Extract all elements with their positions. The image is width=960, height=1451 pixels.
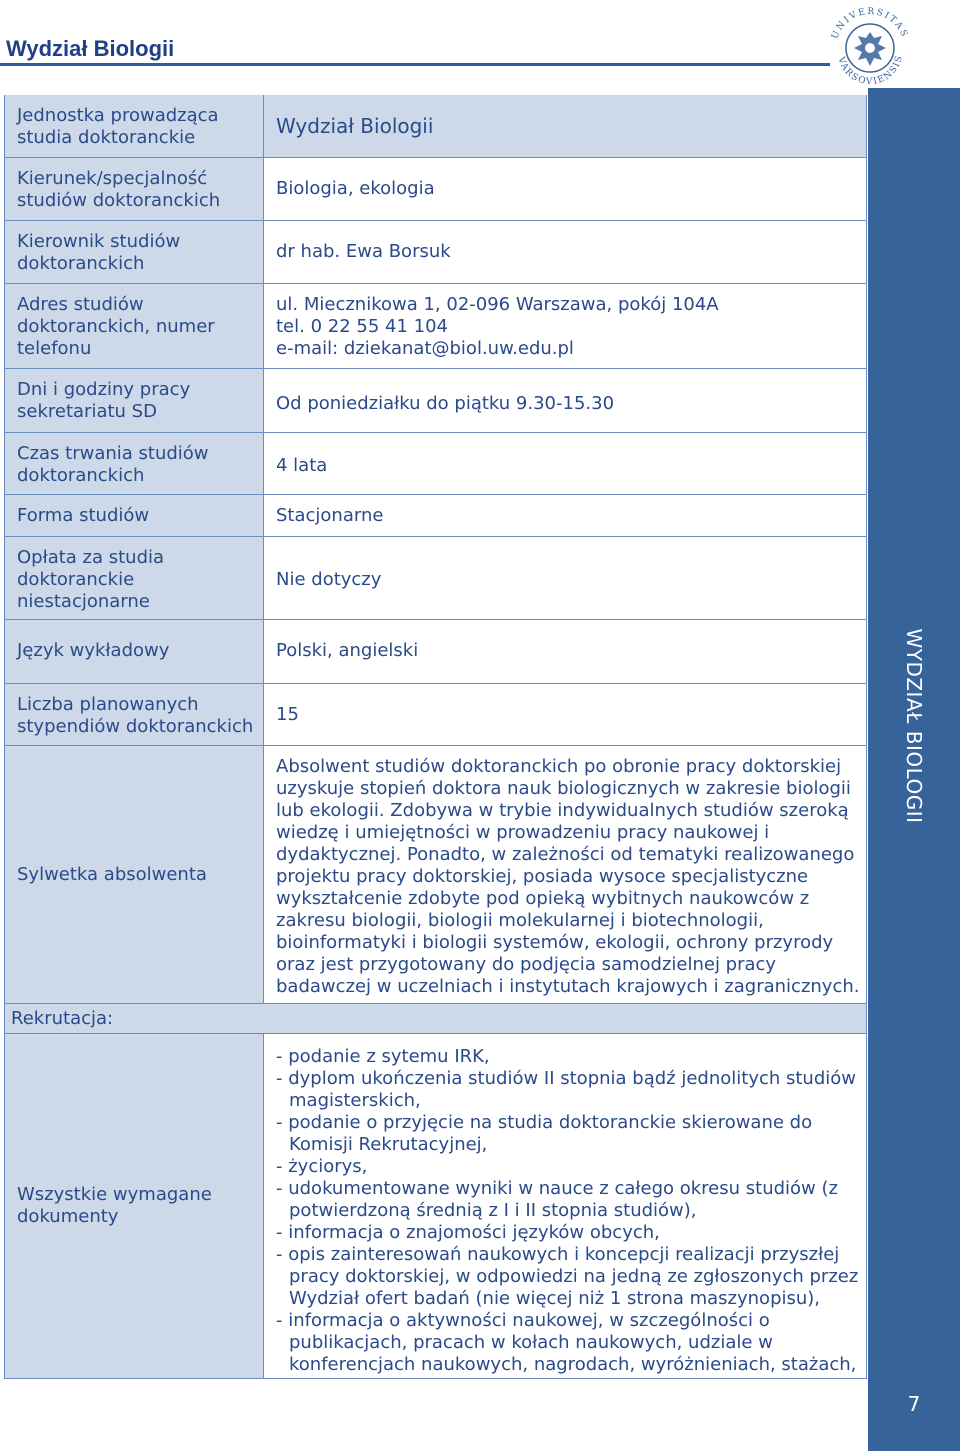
list-item: - informacja o aktywności naukowej, w szczególności o publikacjach, pracach w kołach naukowych, udziale w konferencjach naukowych, nagrodach, wyróżnieniach, stażach, — [276, 1310, 857, 1375]
row-label: Kierownik studiów doktoranckich — [4, 221, 263, 283]
table-row — [4, 536, 867, 619]
row-value: 4 lata — [263, 433, 867, 494]
row-label: Opłata za studia doktoranckie niestacjonarne — [4, 537, 263, 619]
side-bar-label: WYDZIAŁ BIOLOGII — [902, 628, 926, 824]
list-item: - udokumentowane wyniki w nauce z całego okresu studiów (z potwierdzoną średnią z I i II stopnia studiów), — [276, 1178, 838, 1221]
table-row — [4, 432, 867, 494]
page-header-title: Wydział Biologii — [6, 36, 175, 61]
phone-line: tel. 0 22 55 41 104 — [276, 316, 448, 337]
row-value: Polski, angielski — [263, 620, 867, 683]
row-label: Kierunek/specjalność studiów doktoranckich — [4, 158, 263, 220]
table-row — [4, 745, 867, 1003]
recruitment-label: Rekrutacja: — [4, 1004, 867, 1033]
svg-text:VARSOVIENSIS: VARSOVIENSIS — [835, 53, 905, 88]
row-label: Dni i godziny pracy sekretariatu SD — [4, 369, 263, 432]
list-item: - opis zainteresowań naukowych i koncepcji realizacji przyszłej pracy doktorskiej, w odpowiedzi na jedną ze zgłoszonych przez Wydział ofert badań (nie więcej niż 1 strona maszynopisu), — [276, 1244, 859, 1309]
table-row — [4, 283, 867, 368]
table-row — [4, 220, 867, 283]
svg-text:UNIVERSITAS: UNIVERSITAS — [830, 6, 910, 41]
page-number: 7 — [907, 1392, 921, 1416]
row-label: Wszystkie wymagane dokumenty — [4, 1034, 263, 1378]
row-value: Od poniedziałku do piątku 9.30-15.30 — [263, 369, 867, 432]
info-table — [4, 95, 867, 1379]
list-item: - podanie o przyjęcie na studia doktoranckie skierowane do Komisji Rekrutacyjnej, — [276, 1112, 813, 1155]
list-item: - podanie z sytemu IRK, — [276, 1046, 490, 1067]
university-seal-logo — [824, 2, 916, 94]
row-label: Adres studiów doktoranckich, numer telefonu — [4, 284, 263, 368]
documents-list — [263, 1034, 867, 1378]
row-value: 15 — [263, 684, 867, 745]
row-value: Absolwent studiów doktoranckich po obronie pracy doktorskiej uzyskuje stopień doktora nauk biologicznych w zakresie biologii lub ekologii. Zdobywa w trybie indywidualnych studiów szeroką wiedzę i umiejętności w prowadzeniu pracy naukowej i dydaktycznej. Ponadto, w zależności od tematyki realizowanego projektu pracy doktorskiej, posiada wysoce specjalistyczne wykształcenie zdobyte pod opieką wybitnych naukowców z zakresu biologii, biologii molekularnej i biotechnologii, bioinformatyki i biologii systemów, ekologii, ochrony przyrody oraz jest przygotowany do podjęcia samodzielnej pracy badawczej w uczelniach i instytutach krajowych i zagranicznych. — [263, 746, 867, 1003]
address-line: ul. Miecznikowa 1, 02-096 Warszawa, pokój 104A — [276, 294, 719, 315]
email-line: e-mail: dziekanat@biol.uw.edu.pl — [276, 338, 574, 359]
row-value: Stacjonarne — [263, 495, 867, 536]
row-label: Jednostka prowadząca studia doktoranckie — [4, 95, 263, 157]
row-label: Język wykładowy — [4, 620, 263, 683]
table-row — [4, 683, 867, 745]
list-item: - dyplom ukończenia studiów II stopnia bądź jednolitych studiów magisterskich, — [276, 1068, 856, 1111]
table-row — [4, 157, 867, 220]
row-label: Forma studiów — [4, 495, 263, 536]
row-label: Czas trwania studiów doktoranckich — [4, 433, 263, 494]
row-value: Wydział Biologii — [263, 95, 867, 157]
table-row — [4, 95, 867, 157]
row-value: Biologia, ekologia — [263, 158, 867, 220]
table-row — [4, 619, 867, 683]
table-row — [4, 1033, 867, 1379]
table-row — [4, 368, 867, 432]
row-value: dr hab. Ewa Borsuk — [263, 221, 867, 283]
recruitment-header-row — [4, 1003, 867, 1033]
row-label: Sylwetka absolwenta — [4, 746, 263, 1003]
row-label: Liczba planowanych stypendiów doktoranckich — [4, 684, 263, 745]
list-item: - informacja o znajomości języków obcych, — [276, 1222, 660, 1243]
row-value — [263, 284, 867, 368]
row-value: Nie dotyczy — [263, 537, 867, 619]
table-row — [4, 494, 867, 536]
header-rule — [0, 63, 830, 66]
list-item: - życiorys, — [276, 1156, 368, 1177]
